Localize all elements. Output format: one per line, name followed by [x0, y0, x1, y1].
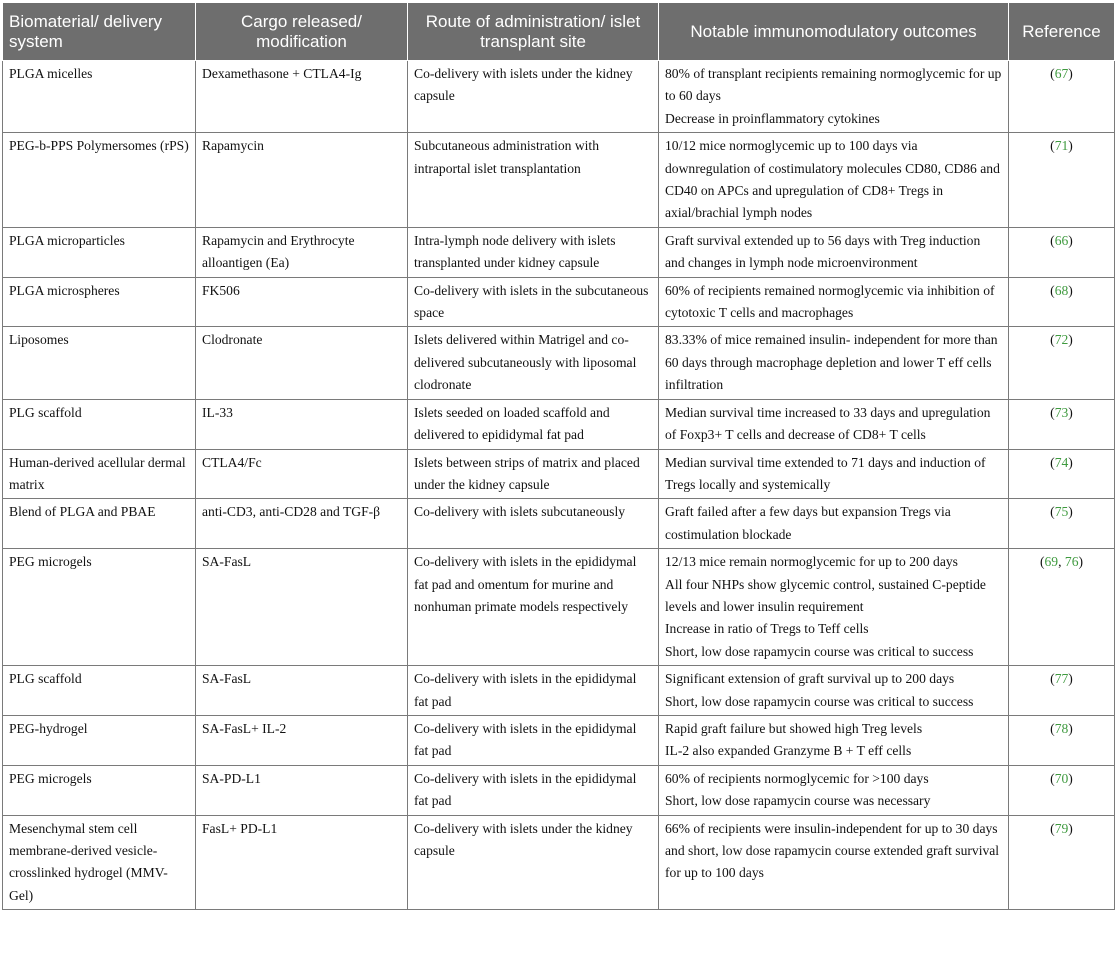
- table-row: [3, 61, 1115, 133]
- cell-reference: (71): [1009, 133, 1115, 228]
- outcome-line: Increase in ratio of Tregs to Teff cells: [665, 621, 869, 637]
- cell-outcomes: [659, 133, 1009, 228]
- reference-link[interactable]: 66: [1054, 232, 1069, 248]
- table-row: [3, 765, 1115, 815]
- table-row: [3, 227, 1115, 277]
- reference-link[interactable]: 75: [1054, 504, 1069, 520]
- outcome-line: Rapid graft failure but showed high Treg levels: [665, 720, 923, 736]
- outcome-line: Median survival time extended to 71 days and induction of Tregs locally and systemically: [665, 454, 986, 492]
- cell-cargo: SA-PD-L1: [196, 765, 408, 815]
- immunomodulatory-biomaterials-table: [2, 2, 1115, 910]
- cell-reference: (66): [1009, 227, 1115, 277]
- cell-outcomes: [659, 715, 1009, 765]
- cell-biomaterial: Blend of PLGA and PBAE: [3, 499, 196, 549]
- cell-reference: (67): [1009, 61, 1115, 133]
- reference-link[interactable]: 71: [1054, 138, 1069, 154]
- table-row: [3, 715, 1115, 765]
- reference-link[interactable]: 77: [1054, 671, 1069, 687]
- cell-route: Co-delivery with islets under the kidney capsule: [408, 815, 659, 910]
- cell-outcomes: [659, 666, 1009, 716]
- cell-reference: (78): [1009, 715, 1115, 765]
- table-row: [3, 666, 1115, 716]
- cell-outcomes: [659, 277, 1009, 327]
- cell-route: Co-delivery with islets in the subcutaneous space: [408, 277, 659, 327]
- outcome-line: Median survival time increased to 33 days and upregulation of Foxp3+ T cells and decrease of CD8+ T cells: [665, 404, 991, 443]
- table-header: [3, 3, 1115, 61]
- cell-cargo: SA-FasL: [196, 549, 408, 666]
- cell-reference: (68): [1009, 277, 1115, 327]
- reference-link[interactable]: 73: [1054, 404, 1069, 420]
- cell-biomaterial: PLGA microspheres: [3, 277, 196, 327]
- cell-outcomes: [659, 765, 1009, 815]
- cell-outcomes: [659, 327, 1009, 399]
- cell-biomaterial: PEG microgels: [3, 549, 196, 666]
- cell-route: Islets seeded on loaded scaffold and delivered to epididymal fat pad: [408, 399, 659, 449]
- header-route: Route of administration/ islet transplant site: [408, 3, 659, 61]
- reference-link[interactable]: 70: [1054, 770, 1069, 786]
- reference-link[interactable]: 67: [1054, 66, 1069, 81]
- cell-reference: (79): [1009, 815, 1115, 910]
- outcome-line: 10/12 mice normoglycemic up to 100 days via downregulation of costimulatory molecules CD80, CD86 and CD40 on APCs and upregulation of CD8+ Tregs in axial/brachial lymph nodes: [665, 138, 1000, 221]
- cell-route: Co-delivery with islets in the epididymal fat pad and omentum for murine and nonhuman primate models respectively: [408, 549, 659, 666]
- cell-cargo: SA-FasL+ IL-2: [196, 715, 408, 765]
- cell-cargo: Dexamethasone + CTLA4-Ig: [196, 61, 408, 133]
- header-reference: Reference: [1009, 3, 1115, 61]
- table-row: [3, 399, 1115, 449]
- reference-link[interactable]: 79: [1054, 820, 1069, 836]
- cell-biomaterial: PLG scaffold: [3, 399, 196, 449]
- table-row: [3, 549, 1115, 666]
- reference-link[interactable]: 78: [1054, 720, 1069, 736]
- cell-biomaterial: PLGA micelles: [3, 61, 196, 133]
- cell-reference: (69, 76): [1009, 549, 1115, 666]
- table-row: [3, 277, 1115, 327]
- cell-route: Subcutaneous administration with intraportal islet transplantation: [408, 133, 659, 228]
- header-biomaterial: Biomaterial/ delivery system: [3, 3, 196, 61]
- header-outcomes: Notable immunomodulatory outcomes: [659, 3, 1009, 61]
- cell-cargo: Rapamycin: [196, 133, 408, 228]
- table-body: [3, 61, 1115, 910]
- reference-link[interactable]: 69: [1044, 554, 1059, 570]
- outcome-line: Graft survival extended up to 56 days with Treg induction and changes in lymph node microenvironment: [665, 232, 981, 271]
- reference-link[interactable]: 68: [1054, 282, 1069, 298]
- header-cargo: Cargo released/ modification: [196, 3, 408, 61]
- cell-outcomes: [659, 227, 1009, 277]
- cell-biomaterial: PEG microgels: [3, 765, 196, 815]
- cell-route: Islets delivered within Matrigel and co-delivered subcutaneously with liposomal clodronate: [408, 327, 659, 399]
- cell-biomaterial: Mesenchymal stem cell membrane-derived vesicle-crosslinked hydrogel (MMV-Gel): [3, 815, 196, 910]
- cell-outcomes: [659, 549, 1009, 666]
- reference-link[interactable]: 76: [1064, 554, 1079, 570]
- outcome-line: 12/13 mice remain normoglycemic for up to 200 days: [665, 554, 958, 570]
- cell-outcomes: [659, 399, 1009, 449]
- reference-link[interactable]: 74: [1054, 454, 1069, 470]
- cell-outcomes: [659, 815, 1009, 910]
- table-row: [3, 499, 1115, 549]
- outcome-line: 66% of recipients were insulin-independent for up to 30 days and short, low dose rapamycin course extended graft survival for up to 100 days: [665, 820, 1000, 881]
- outcome-line: 60% of recipients normoglycemic for >100 days: [665, 770, 929, 786]
- cell-route: Islets between strips of matrix and placed under the kidney capsule: [408, 449, 659, 499]
- table-row: [3, 815, 1115, 910]
- cell-reference: (73): [1009, 399, 1115, 449]
- cell-route: Co-delivery with islets in the epididymal fat pad: [408, 666, 659, 716]
- cell-biomaterial: PEG-hydrogel: [3, 715, 196, 765]
- cell-route: Co-delivery with islets subcutaneously: [408, 499, 659, 549]
- cell-route: Co-delivery with islets under the kidney capsule: [408, 61, 659, 133]
- cell-reference: (70): [1009, 765, 1115, 815]
- header-row: [3, 3, 1115, 61]
- table-row: [3, 327, 1115, 399]
- cell-route: Co-delivery with islets in the epididymal fat pad: [408, 765, 659, 815]
- cell-reference: (72): [1009, 327, 1115, 399]
- cell-cargo: FK506: [196, 277, 408, 327]
- cell-biomaterial: PEG-b-PPS Polymersomes (rPS): [3, 133, 196, 228]
- cell-biomaterial: Liposomes: [3, 327, 196, 399]
- table-row: [3, 449, 1115, 499]
- cell-biomaterial: PLG scaffold: [3, 666, 196, 716]
- cell-cargo: anti-CD3, anti-CD28 and TGF-β: [196, 499, 408, 549]
- outcome-line: 83.33% of mice remained insulin- independent for more than 60 days through macrophage depletion and lower T eff cells infiltration: [665, 332, 998, 393]
- cell-cargo: SA-FasL: [196, 666, 408, 716]
- outcome-line: Graft failed after a few days but expansion Tregs via costimulation blockade: [665, 504, 951, 542]
- cell-route: Intra-lymph node delivery with islets transplanted under kidney capsule: [408, 227, 659, 277]
- cell-biomaterial: PLGA microparticles: [3, 227, 196, 277]
- cell-biomaterial: Human-derived acellular dermal matrix: [3, 449, 196, 499]
- outcome-line: 80% of transplant recipients remaining normoglycemic for up to 60 days: [665, 66, 1002, 104]
- outcome-line: Short, low dose rapamycin course was critical to success: [665, 643, 974, 659]
- cell-cargo: FasL+ PD-L1: [196, 815, 408, 910]
- cell-reference: (74): [1009, 449, 1115, 499]
- cell-cargo: IL-33: [196, 399, 408, 449]
- cell-outcomes: [659, 449, 1009, 499]
- cell-reference: (77): [1009, 666, 1115, 716]
- outcome-line: Short, low dose rapamycin course was necessary: [665, 793, 931, 809]
- outcome-line: Short, low dose rapamycin course was critical to success: [665, 693, 974, 709]
- outcome-line: IL-2 also expanded Granzyme B + T eff cells: [665, 743, 912, 759]
- outcome-line: Decrease in proinflammatory cytokines: [665, 110, 880, 126]
- reference-link[interactable]: 72: [1054, 332, 1069, 348]
- cell-reference: (75): [1009, 499, 1115, 549]
- cell-cargo: Rapamycin and Erythrocyte alloantigen (Ea): [196, 227, 408, 277]
- cell-outcomes: [659, 499, 1009, 549]
- table-row: [3, 133, 1115, 228]
- cell-cargo: CTLA4/Fc: [196, 449, 408, 499]
- cell-route: Co-delivery with islets in the epididymal fat pad: [408, 715, 659, 765]
- outcome-line: 60% of recipients remained normoglycemic via inhibition of cytotoxic T cells and macrophages: [665, 282, 995, 321]
- outcome-line: All four NHPs show glycemic control, sustained C-peptide levels and lower insulin requirement: [665, 576, 986, 614]
- outcome-line: Significant extension of graft survival up to 200 days: [665, 671, 955, 687]
- cell-cargo: Clodronate: [196, 327, 408, 399]
- cell-outcomes: [659, 61, 1009, 133]
